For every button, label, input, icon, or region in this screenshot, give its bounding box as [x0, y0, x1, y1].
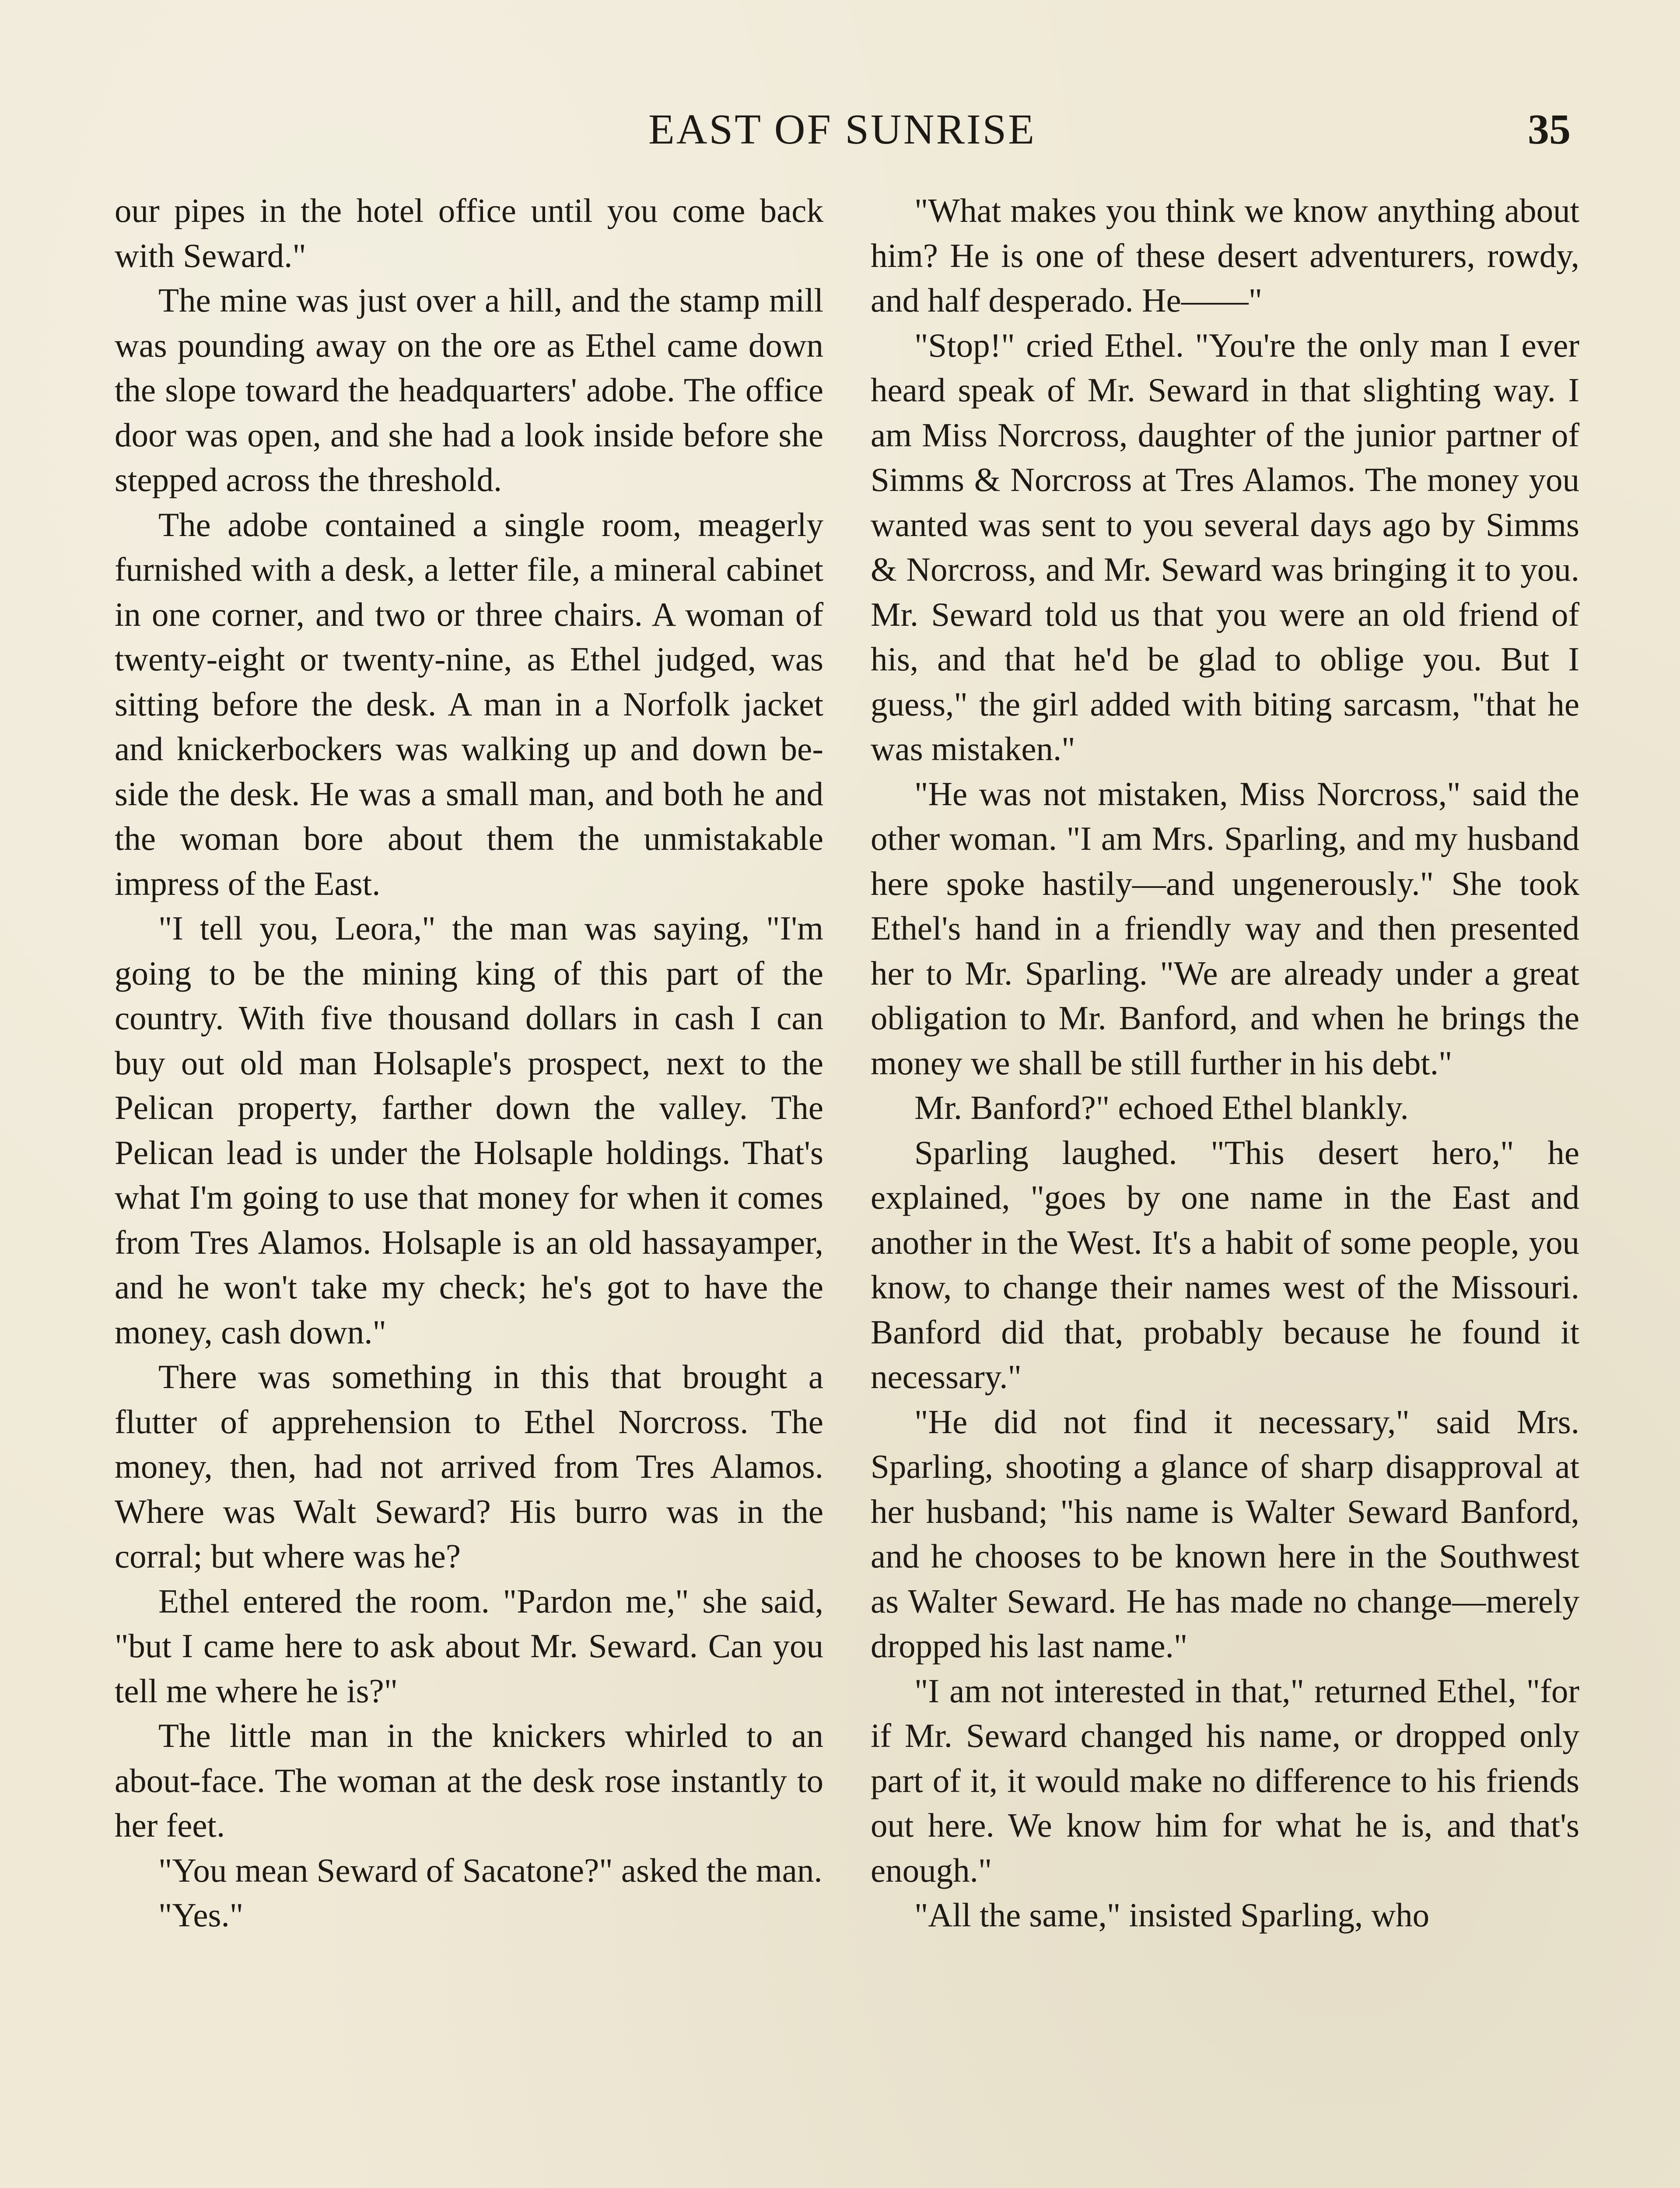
page-header — [114, 105, 1571, 162]
paragraph: "What makes you think we know anything about him? He is one of these desert adventurers, rowdy, and half desperado. He——" — [871, 192, 1579, 319]
paragraph: The mine was just over a hill, and the stamp mill was pounding away on the ore as Ethel came down the slope toward the headquarters' adobe. The office door was open, and she had a look inside before she stepped across the threshold. — [115, 281, 823, 498]
right-column — [871, 188, 1579, 1938]
paragraph: "I am not interested in that," returned Ethel, "for if Mr. Seward changed his name, or dropped only part of it, it would make no difference to his friends out here. We know him for what he is, and that's enough." — [871, 1672, 1579, 1889]
paragraph: The adobe contained a single room, meagerly furnished with a desk, a letter file, a mineral cabinet in one corner, and two or three chairs. A woman of twenty-eight or twenty-nine, as Ethel judged, was sitting before the desk. A man in a Norfolk jacket and knickerbockers was walking up and down beside the desk. He was a small man, and both he and the woman bore about them the unmistakable impress of the East. — [115, 505, 823, 902]
paragraph: "Yes." — [158, 1896, 244, 1934]
paragraph: Ethel entered the room. "Pardon me," she said, "but I came here to ask about Mr. Seward. Can you tell me where he is?" — [115, 1582, 823, 1710]
paragraph: The little man in the knickers whirled to an about-face. The woman at the desk rose instantly to her feet. — [115, 1717, 823, 1844]
page-number: 35 — [1528, 106, 1571, 153]
paragraph: "He was not mistaken, Miss Norcross," said the other woman. "I am Mrs. Sparling, and my husband here spoke hastily—and ungenerously." She took Ethel's hand in a friendly way and then presented her to Mr. Sparling. "We are already under a great obligation to Mr. Banford, and when he brings the money we shall be still further in his debt." — [871, 775, 1579, 1082]
left-column — [115, 188, 823, 1938]
paragraph: Mr. Banford?" echoed Ethel blankly. — [914, 1089, 1409, 1126]
paragraph: There was something in this that brought a flutter of apprehension to Ethel Norcross. The money, then, had not arrived from Tres Alamos. Where was Walt Seward? His burro was in the corral; but where was he? — [115, 1358, 823, 1575]
paragraph: our pipes in the hotel office until you come back with Seward." — [115, 192, 823, 274]
paragraph: Sparling laughed. "This desert hero," he explained, "goes by one name in the East and another in the West. It's a habit of some people, you know, to change their names west of the Missouri. Banford did that, probably because he found it necessary." — [871, 1133, 1579, 1396]
running-title: EAST OF SUNRISE — [648, 106, 1036, 153]
paragraph: "Stop!" cried Ethel. "You're the only man I ever heard speak of Mr. Seward in that slighting way. I am Miss Norcross, daughter of the junior partner of Simms & Norcross at Tres Alamos. The money you wanted was sent to you several days ago by Simms & Norcross, and Mr. Seward was bringing it to you. Mr. Seward told us that you were an old friend of his, and that he'd be glad to oblige you. But I guess," the girl added with biting sarcasm, "that he was mistaken." — [871, 326, 1579, 768]
paragraph: "He did not find it necessary," said Mrs. Sparling, shooting a glance of sharp disapproval at her husband; "his name is Walter Seward Banford, and he chooses to be known here in the Southwest as Walter Seward. He has made no change—merely dropped his last name." — [871, 1403, 1579, 1665]
paragraph: "You mean Seward of Sacatone?" asked the man. — [158, 1851, 822, 1889]
paragraph: "I tell you, Leora," the man was saying, "I'm going to be the mining king of this part of the country. With five thousand dollars in cash I can buy out old man Holsaple's prospect, next to the Pelican property, farther down the valley. The Pelican lead is under the Holsaple holdings. That's what I'm going to use that money for when it comes from Tres Alamos. Holsaple is an old hassayamper, and he won't take my check; he's got to have the money, cash down." — [115, 909, 823, 1351]
paragraph: "All the same," insisted Sparling, who — [914, 1896, 1430, 1934]
